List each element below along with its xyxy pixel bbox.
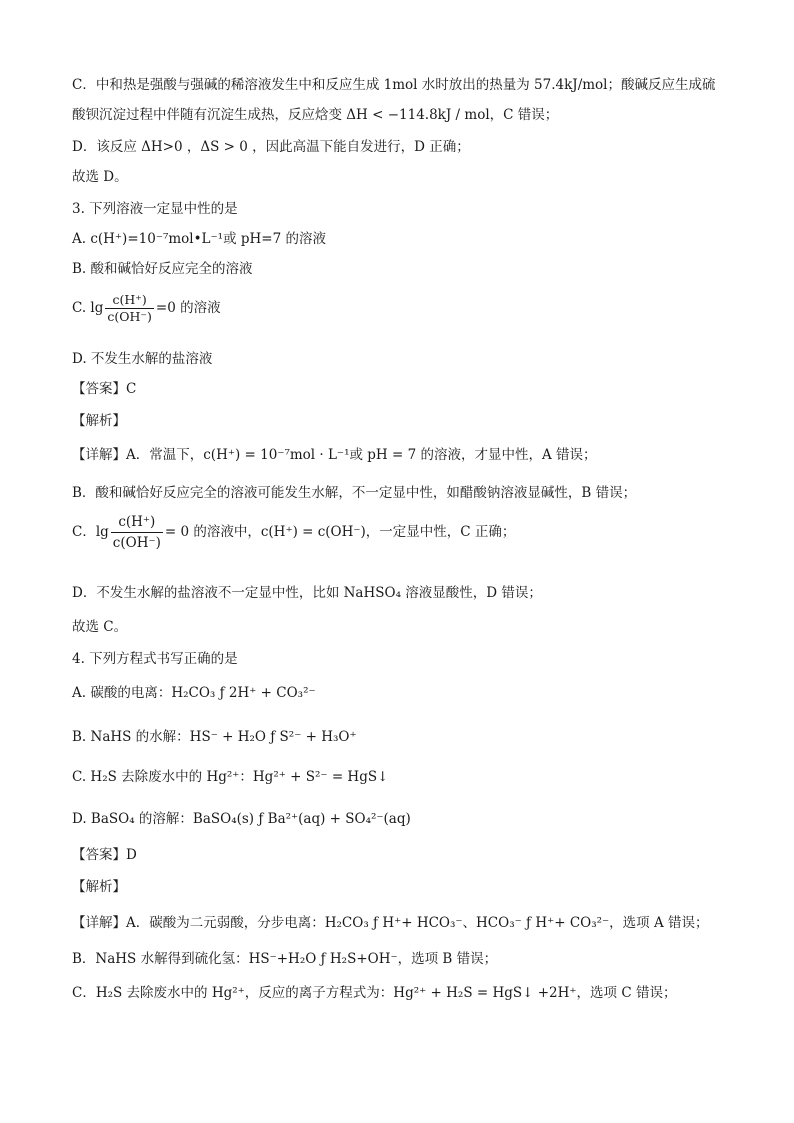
choose-d: 故选 D。 — [72, 169, 128, 185]
explanation-d: D．该反应 ΔH>0 ，ΔS > 0 ，因此高温下能自发进行，D 正确； — [72, 139, 470, 155]
detail-c-suffix: = 0 的溶液中，c(H⁺) = c(OH⁻)，一定显中性，C 正确； — [164, 524, 516, 540]
question-3-option-c — [72, 292, 221, 325]
detail-3-c — [72, 512, 515, 553]
question-4-option-a: A. 碳酸的电离：H₂CO₃ ƒ 2H⁺ + CO₃²⁻ — [72, 685, 316, 701]
answer-3: 【答案】C — [72, 381, 137, 397]
fraction-numerator: c(H⁺) — [105, 292, 154, 309]
fraction-denominator: c(OH⁻) — [107, 309, 152, 324]
detail-c-prefix: C．lg — [72, 524, 109, 540]
question-4-title: 4. 下列方程式书写正确的是 — [72, 651, 238, 667]
fraction-denominator: c(OH⁻) — [112, 535, 161, 551]
option-c-suffix: =0 的溶液 — [155, 300, 221, 316]
detail-4-b: B．NaHS 水解得到硫化氢：HS⁻+H₂O ƒ H₂S+OH⁻，选项 B 错误； — [72, 951, 498, 967]
question-3-option-a: A. c(H⁺)=10⁻⁷mol•L⁻¹或 pH=7 的溶液 — [72, 231, 326, 247]
explanation-c-line1: C．中和热是强酸与强碱的稀溶液发生中和反应生成 1mol 水时放出的热量为 57.4kJ/mol；酸碱反应生成硫 — [72, 77, 716, 93]
detail-3-a: 【详解】A．常温下，c(H⁺) = 10⁻⁷mol · L⁻¹或 pH = 7 的溶液，才显中性，A 错误； — [72, 447, 597, 463]
detail-c-fraction — [111, 512, 163, 553]
detail-3-d: D．不发生水解的盐溶液不一定显中性，比如 NaHSO₄ 溶液显酸性，D 错误； — [72, 585, 542, 601]
question-4-option-c: C. H₂S 去除废水中的 Hg²⁺：Hg²⁺ + S²⁻ = HgS↓ — [72, 769, 389, 785]
choose-c: 故选 C。 — [72, 619, 128, 635]
question-4-option-b: B. NaHS 的水解：HS⁻ + H₂O ƒ S²⁻ + H₃O⁺ — [72, 729, 357, 745]
question-3-option-b: B. 酸和碱恰好反应完全的溶液 — [72, 261, 253, 277]
fraction-numerator: c(H⁺) — [111, 512, 163, 533]
detail-4-a: 【详解】A．碳酸为二元弱酸，分步电离：H₂CO₃ ƒ H⁺+ HCO₃⁻、HCO₃⁻ ƒ H⁺+ CO₃²⁻，选项 A 错误； — [72, 915, 709, 931]
detail-3-b: B．酸和碱恰好反应完全的溶液可能发生水解，不一定显中性，如醋酸钠溶液显碱性，B 错误； — [72, 485, 637, 501]
analysis-4-heading: 【解析】 — [72, 879, 126, 895]
question-3-option-d: D. 不发生水解的盐溶液 — [72, 351, 213, 367]
question-3-title: 3. 下列溶液一定显中性的是 — [72, 201, 238, 217]
question-4-option-d: D. BaSO₄ 的溶解：BaSO₄(s) ƒ Ba²⁺(aq) + SO₄²⁻(aq) — [72, 811, 411, 827]
detail-4-c: C．H₂S 去除废水中的 Hg²⁺，反应的离子方程式为：Hg²⁺ + H₂S = HgS↓ +2H⁺，选项 C 错误； — [72, 985, 677, 1001]
option-c-prefix: C. lg — [72, 300, 104, 316]
analysis-3-heading: 【解析】 — [72, 413, 126, 429]
option-c-fraction — [105, 292, 154, 325]
explanation-c-line2: 酸钡沉淀过程中伴随有沉淀生成热，反应焓变 ΔH < −114.8kJ / mol，C 错误； — [72, 107, 559, 123]
answer-4: 【答案】D — [72, 847, 137, 863]
